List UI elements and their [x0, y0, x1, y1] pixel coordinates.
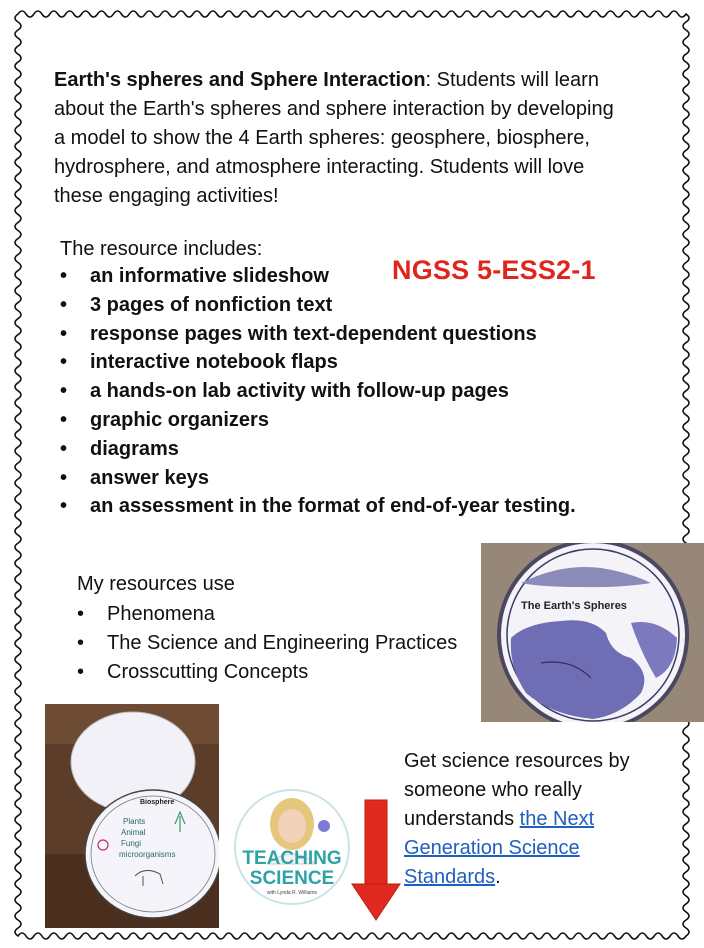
- list-item-text: response pages with text-dependent questions: [90, 322, 537, 345]
- list-item-text: Crosscutting Concepts: [107, 661, 309, 683]
- bullet: •: [60, 322, 68, 345]
- ngss-link[interactable]: the Next Generation Science Standards: [404, 808, 595, 888]
- list-item: [60, 464, 576, 493]
- down-arrow-icon: [348, 796, 404, 924]
- list-item: [60, 435, 576, 464]
- list-item: [60, 291, 576, 320]
- biosphere-line: Animal: [121, 828, 146, 837]
- resources-heading: My resources use: [77, 573, 235, 595]
- list-item: [60, 262, 576, 291]
- bullet: •: [60, 293, 68, 316]
- ngss-standard-label: NGSS 5-ESS2-1: [392, 255, 596, 285]
- list-item: [77, 600, 457, 629]
- bullet: •: [60, 495, 68, 518]
- teaching-science-logo: [232, 786, 352, 908]
- earth-spheres-image: [481, 543, 704, 722]
- list-item: [60, 492, 576, 521]
- biosphere-line: Fungi: [121, 839, 142, 848]
- list-item-text: interactive notebook flaps: [90, 351, 338, 374]
- intro-title: Earth's spheres and Sphere Interaction: [54, 69, 426, 91]
- biosphere-line: Plants: [123, 817, 146, 826]
- promo-body: Get science resources by someone who really understands: [404, 750, 630, 830]
- logo-tagline: with Lynda R. Williams: [266, 890, 318, 896]
- logo-line-2: SCIENCE: [249, 868, 335, 889]
- bullet: •: [60, 466, 68, 489]
- list-item-text: The Science and Engineering Practices: [107, 632, 458, 654]
- bullet: •: [60, 351, 68, 374]
- logo-line-1: TEACHING: [242, 848, 342, 869]
- earth-photo-label: The Earth's Spheres: [521, 600, 627, 612]
- list-item-text: graphic organizers: [90, 408, 269, 431]
- resources-list: [77, 600, 457, 687]
- bullet: •: [77, 603, 85, 625]
- list-item: [60, 377, 576, 406]
- list-item-text: Phenomena: [107, 603, 215, 625]
- list-item: [60, 406, 576, 435]
- bullet: •: [60, 265, 68, 287]
- bullet: •: [60, 380, 68, 403]
- list-item: [60, 320, 576, 349]
- list-item-text: answer keys: [90, 466, 209, 489]
- promo-end: .: [495, 866, 501, 888]
- biosphere-label: Biosphere: [140, 799, 175, 806]
- earth-spheres-photo: [481, 543, 704, 722]
- bullet: •: [77, 661, 85, 683]
- promo-text: [404, 747, 674, 892]
- list-item: [77, 629, 457, 658]
- biosphere-line: microorganisms: [119, 850, 176, 859]
- list-item-text: a hands-on lab activity with follow-up pages: [90, 380, 509, 403]
- biosphere-image: [45, 704, 219, 928]
- list-item-text: an assessment in the format of end-of-year testing.: [90, 495, 576, 518]
- intro-paragraph: [54, 66, 614, 211]
- bullet: •: [60, 437, 68, 460]
- includes-list: [60, 262, 576, 521]
- includes-heading: The resource includes:: [60, 238, 263, 260]
- list-item: [60, 348, 576, 377]
- list-item-text: 3 pages of nonfiction text: [90, 293, 333, 316]
- intro-body: : Students will learn about the Earth's spheres and sphere interaction by developing a model to show the 4 Earth spheres: geosphere, biosphere, hydrosphere, and atmosphere interacting. Students will love these engaging activities!: [54, 69, 614, 207]
- bullet: •: [77, 632, 85, 654]
- biosphere-photo: [45, 704, 219, 928]
- bullet: •: [60, 408, 68, 431]
- list-item: [77, 658, 457, 687]
- list-item-text: diagrams: [90, 437, 179, 460]
- list-item-text: an informative slideshow: [90, 265, 329, 287]
